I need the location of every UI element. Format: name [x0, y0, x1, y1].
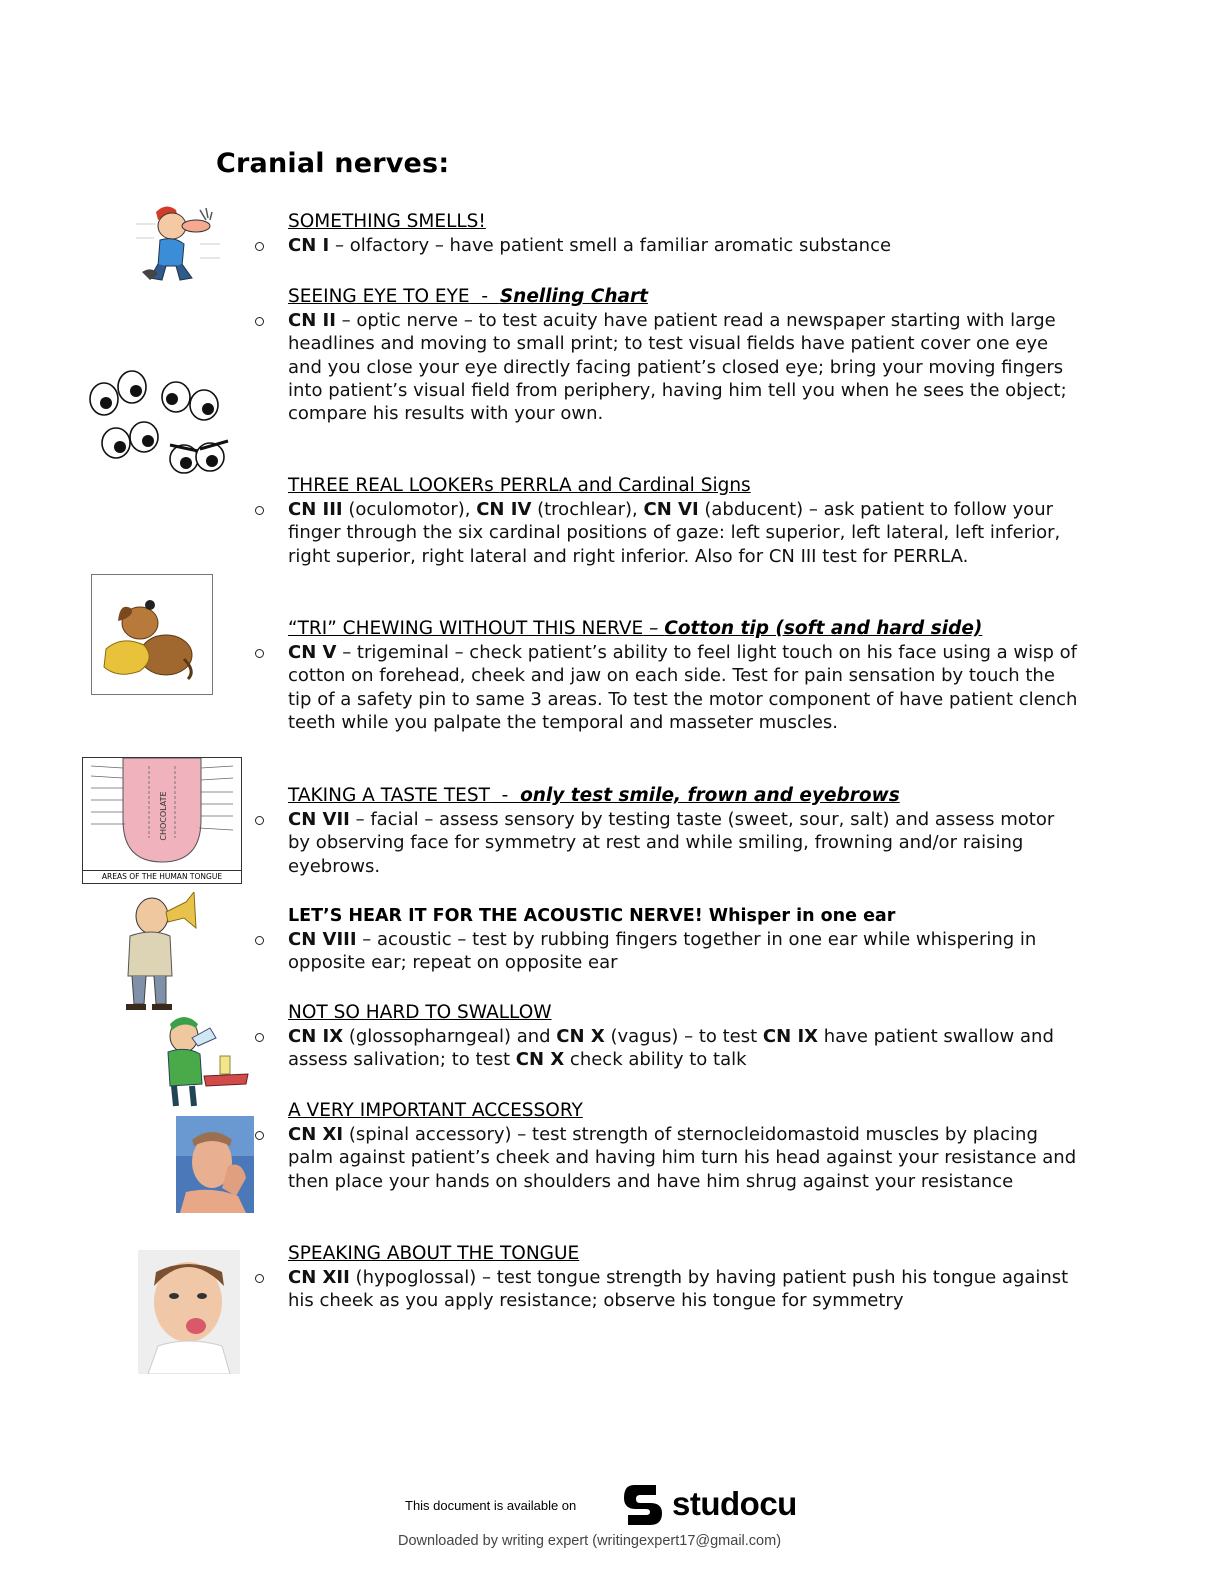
bullet-icon — [255, 317, 264, 326]
section-hypoglossal — [288, 1242, 1078, 1313]
section-heading: SOMETHING SMELLS! — [288, 211, 486, 232]
section-acoustic — [288, 904, 1078, 975]
googly-eyes-illustration — [86, 365, 236, 477]
tongue-center-label: CHOCOLATE — [159, 791, 168, 841]
section-glossopharyngeal-vagus — [288, 1001, 1078, 1072]
section-body: CN XII (hypoglossal) – test tongue strength by having patient push his tongue against his cheek as you apply resistance; observe his tongue for symmetry — [288, 1266, 1078, 1313]
section-eye-movement — [288, 474, 1078, 568]
section-accessory — [288, 1099, 1078, 1193]
person-drinking-illustration — [156, 1012, 250, 1107]
section-heading: THREE REAL LOOKERs PERRLA and Cardinal Signs — [288, 475, 751, 496]
section-body: CN II – optic nerve – to test acuity have patient read a newspaper starting with large headlines and moving to small print; to test visual fields have patient cover one eye and you close your eye directly facing patient’s closed eye; bring your moving fingers into patient’s visual field from periphery, having him tell you when he sees the object; compare his results with your own. — [288, 309, 1078, 425]
section-body: CN XI (spinal accessory) – test strength of sternocleidomastoid muscles by placing palm against patient’s cheek and having him turn his head against your resistance and then place your hands on shoulders and have him shrug against your resistance — [288, 1123, 1078, 1193]
bullet-icon — [255, 1033, 264, 1042]
bullet-icon — [255, 816, 264, 825]
section-body: CN VIII – acoustic – test by rubbing fingers together in one ear while whispering in opposite ear; repeat on opposite ear — [288, 928, 1078, 975]
page-title: Cranial nerves: — [216, 148, 450, 179]
studocu-logo-icon — [620, 1481, 666, 1527]
section-heading: LET’S HEAR IT FOR THE ACOUSTIC NERVE! Whisper in one ear — [288, 906, 896, 926]
dog-chewing-illustration — [91, 574, 213, 695]
footer-downloaded-text: Downloaded by writing expert (writingexpert17@gmail.com) — [398, 1533, 782, 1549]
footer-available-text: This document is available on — [405, 1498, 577, 1513]
section-facial — [288, 784, 1078, 878]
bullet-icon — [255, 1274, 264, 1283]
section-optic — [288, 285, 1078, 425]
studocu-brand-name: studocu — [672, 1485, 797, 1522]
bullet-icon — [255, 506, 264, 515]
bullet-icon — [255, 649, 264, 658]
bullet-icon — [255, 242, 264, 251]
bullet-icon — [255, 936, 264, 945]
section-trigeminal — [288, 617, 1078, 734]
tongue-chart-caption: AREAS OF THE HUMAN TONGUE — [83, 870, 241, 883]
section-body: CN III (oculomotor), CN IV (trochlear), CN VI (abducent) – ask patient to follow your finger through the six cardinal positions of gaze: left superior, left lateral, left inferior, right superior, right lateral and right inferior. Also for CN III test for PERRLA. — [288, 498, 1078, 568]
section-heading: SEEING EYE TO EYE - Snelling Chart — [288, 286, 648, 307]
section-body: CN V – trigeminal – check patient’s ability to feel light touch on his face using a wisp of cotton on forehead, cheek and jaw on each side. Test for pain sensation by touch the tip of a safety pin to same 3 areas. To test the motor component of have patient clench teeth while you palpate the temporal and masseter muscles. — [288, 641, 1078, 734]
sniffing-man-illustration — [136, 204, 220, 282]
studocu-logo[interactable] — [620, 1481, 797, 1527]
section-body: CN VII – facial – assess sensory by testing taste (sweet, sour, salt) and assess motor by observing face for symmetry at rest and while smiling, frowning and/or raising eyebrows. — [288, 808, 1078, 878]
tongue-map-illustration — [82, 757, 242, 884]
boy-sticking-tongue-photo — [138, 1250, 240, 1374]
bullet-icon — [255, 1131, 264, 1140]
section-olfactory — [288, 210, 1078, 257]
section-body: CN I – olfactory – have patient smell a familiar aromatic substance — [288, 234, 1078, 257]
section-body: CN IX (glossopharngeal) and CN X (vagus) – to test CN IX have patient swallow and assess salivation; to test CN X check ability to talk — [288, 1025, 1078, 1072]
section-heading: A VERY IMPORTANT ACCESSORY — [288, 1100, 583, 1121]
section-heading: “TRI” CHEWING WITHOUT THIS NERVE – Cotton tip (soft and hard side) — [288, 618, 983, 639]
section-heading: TAKING A TASTE TEST - only test smile, frown and eyebrows — [288, 785, 900, 806]
man-with-ear-trumpet-illustration — [108, 892, 200, 1014]
section-heading: SPEAKING ABOUT THE TONGUE — [288, 1243, 580, 1264]
section-heading: NOT SO HARD TO SWALLOW — [288, 1002, 552, 1023]
man-hand-on-cheek-photo — [176, 1116, 254, 1213]
